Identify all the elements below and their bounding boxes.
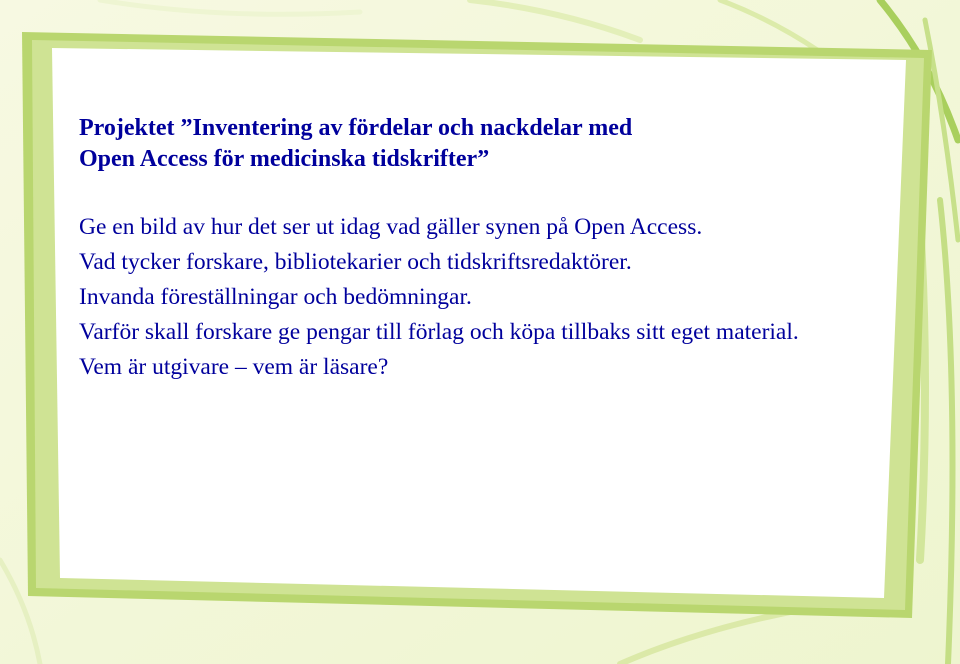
bullet-list — [79, 210, 839, 385]
bullet-item: Vem är utgivare – vem är läsare? — [79, 354, 389, 380]
title-line-1: Projektet ”Inventering av fördelar och nackdelar med — [79, 115, 633, 141]
slide-title — [79, 113, 839, 175]
slide-content — [79, 113, 839, 385]
bullet-item: Invanda föreställningar och bedömningar. — [79, 284, 472, 310]
title-line-2: Open Access för medicinska tidskrifter” — [79, 146, 490, 172]
bullet-item: Ge en bild av hur det ser ut idag vad gäller synen på Open Access. — [79, 214, 703, 240]
bullet-item: Varför skall forskare ge pengar till förlag och köpa tillbaks sitt eget material. — [79, 319, 799, 345]
bullet-item: Vad tycker forskare, bibliotekarier och tidskriftsredaktörer. — [79, 249, 632, 275]
